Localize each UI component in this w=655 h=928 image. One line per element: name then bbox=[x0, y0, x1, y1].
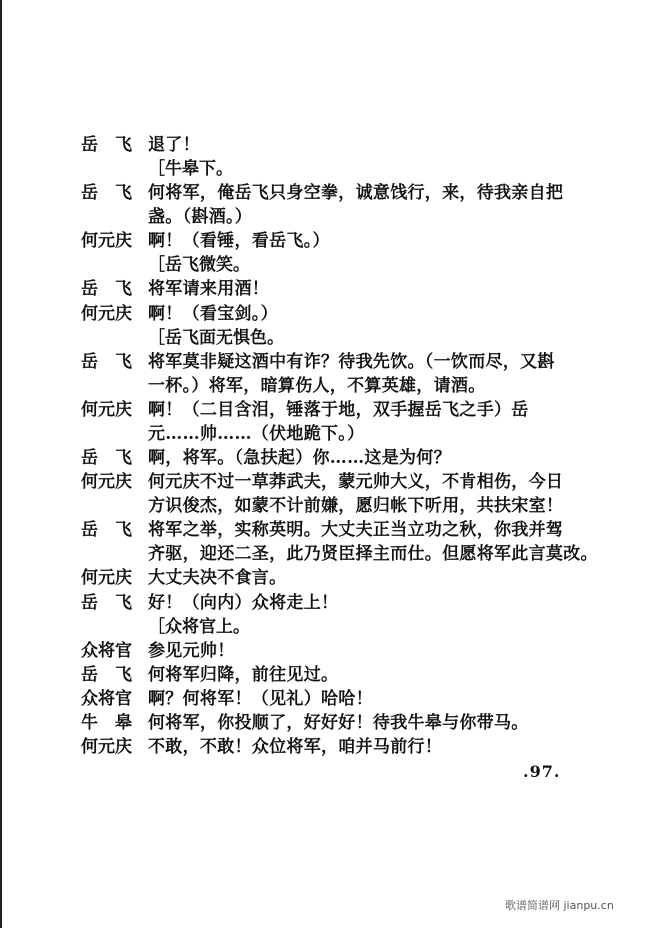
speaker-name: 岳 飞 bbox=[81, 593, 132, 613]
dialogue-text: 参见元帅！ bbox=[148, 641, 235, 661]
dialogue-text: 啊！（二目含泪，锤落于地，双手握岳飞之手）岳 bbox=[148, 400, 529, 420]
speaker-name: 何元庆 bbox=[81, 737, 132, 757]
page-number: .97. bbox=[523, 762, 561, 781]
script-line bbox=[0, 350, 655, 374]
script-line bbox=[0, 229, 655, 253]
speaker-name: 岳 飞 bbox=[81, 135, 132, 155]
script-line bbox=[0, 302, 655, 326]
script-line bbox=[0, 157, 655, 181]
script-line bbox=[0, 615, 655, 639]
script-line bbox=[0, 253, 655, 277]
speaker-name: 牛 皋 bbox=[81, 713, 132, 733]
script-line bbox=[0, 398, 655, 422]
script-line bbox=[0, 446, 655, 470]
script-line bbox=[0, 518, 655, 542]
watermark-text: 歌谱简谱网 jianpu.cn bbox=[505, 899, 614, 912]
dialogue-text: 方识俊杰，如蒙不计前嫌，愿归帐下听用，共扶宋室！ bbox=[148, 496, 564, 516]
speaker-name: 何元庆 bbox=[81, 472, 132, 492]
speaker-name: 何元庆 bbox=[81, 400, 132, 420]
dialogue-text: 不敢，不敢！众位将军，咱并马前行！ bbox=[148, 737, 443, 757]
script-line bbox=[0, 422, 655, 446]
speaker-name: 众将官 bbox=[81, 641, 132, 661]
speaker-name: 岳 飞 bbox=[81, 448, 132, 468]
stage-direction: ［牛皋下。 bbox=[148, 159, 233, 179]
speaker-name: 何元庆 bbox=[81, 304, 132, 324]
dialogue-text: 将军之举，实称英明。大丈夫正当立功之秋，你我并驾 bbox=[148, 520, 564, 540]
stage-direction: ［众将官上。 bbox=[148, 617, 250, 637]
dialogue-text: 好！（向内）众将走上！ bbox=[148, 593, 339, 613]
dialogue-text: 齐驱，迎还二圣，此乃贤臣择主而仕。但愿将军此言莫改。 bbox=[148, 544, 598, 564]
script-line bbox=[0, 542, 655, 566]
script-line bbox=[0, 181, 655, 205]
dialogue-text: 盏。（斟酒。） bbox=[148, 207, 253, 227]
dialogue-text: 何将军，俺岳飞只身空拳，诚意饯行，来，待我亲自把 bbox=[148, 183, 564, 203]
speaker-name: 岳 飞 bbox=[81, 279, 132, 299]
script-line bbox=[0, 591, 655, 615]
script-line bbox=[0, 687, 655, 711]
speaker-name: 何元庆 bbox=[81, 231, 132, 251]
speaker-name: 众将官 bbox=[81, 689, 132, 709]
script-line bbox=[0, 566, 655, 590]
dialogue-text: 元……帅……（伏地跪下。） bbox=[148, 424, 365, 444]
dialogue-text: 将军请来用酒！ bbox=[148, 279, 270, 299]
script-line bbox=[0, 133, 655, 157]
dialogue-text: 啊，将军。（急扶起）你……这是为何？ bbox=[148, 448, 451, 468]
dialogue-text: 一杯。）将军，暗算伤人，不算英雄，请酒。 bbox=[148, 376, 486, 396]
script-line bbox=[0, 205, 655, 229]
script-line bbox=[0, 735, 655, 759]
stage-direction: ［岳飞微笑。 bbox=[148, 255, 250, 275]
dialogue-text: 啊？何将军！（见礼）哈哈！ bbox=[148, 689, 373, 709]
speaker-name: 岳 飞 bbox=[81, 665, 132, 685]
dialogue-text: 何将军归降，前往见过。 bbox=[148, 665, 339, 685]
script-line bbox=[0, 277, 655, 301]
dialogue-text: 啊！（看锤，看岳飞。） bbox=[148, 231, 330, 251]
speaker-name: 岳 飞 bbox=[81, 352, 132, 372]
script-line bbox=[0, 663, 655, 687]
script-line bbox=[0, 494, 655, 518]
script-line bbox=[0, 374, 655, 398]
dialogue-text: 将军莫非疑这酒中有诈？待我先饮。（一饮而尽，又斟 bbox=[148, 352, 555, 372]
dialogue-text: 何元庆不过一草莽武夫，蒙元帅大义，不肯相伤，今日 bbox=[148, 472, 564, 492]
speaker-name: 何元庆 bbox=[81, 568, 132, 588]
script-line bbox=[0, 711, 655, 735]
script-line bbox=[0, 470, 655, 494]
dialogue-text: 何将军，你投顺了，好好好！待我牛皋与你带马。 bbox=[148, 713, 529, 733]
script-line bbox=[0, 639, 655, 663]
dialogue-text: 大丈夫决不食言。 bbox=[148, 568, 287, 588]
speaker-name: 岳 飞 bbox=[81, 520, 132, 540]
stage-direction: ［岳飞面无惧色。 bbox=[148, 328, 284, 348]
dialogue-text: 啊！（看宝剑。） bbox=[148, 304, 278, 324]
speaker-name: 岳 飞 bbox=[81, 183, 132, 203]
script-line bbox=[0, 326, 655, 350]
dialogue-text: 退了！ bbox=[148, 135, 200, 155]
